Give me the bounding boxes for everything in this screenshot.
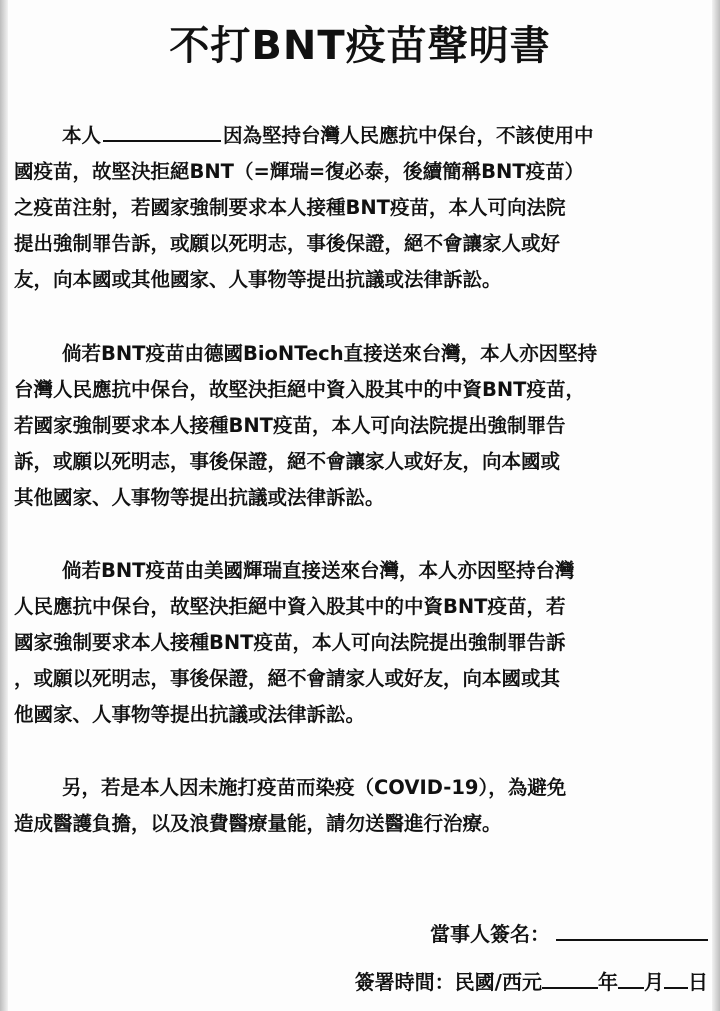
paragraph-line: 若國家強制要求本人接種BNT疫苗，本人可向法院提出強制罪告 bbox=[14, 414, 566, 437]
page-edge-left bbox=[0, 0, 8, 1011]
paragraph-line: 國疫苗，故堅決拒絕BNT（=輝瑞=復必泰，後續簡稱BNT疫苗） bbox=[14, 160, 585, 183]
day-blank-field[interactable] bbox=[664, 967, 688, 989]
paragraph-line: 之疫苗注射，若國家強制要求本人接種BNT疫苗，本人可向法院 bbox=[14, 196, 566, 219]
paragraph-biontech bbox=[14, 336, 706, 516]
paragraph-line: 另，若是本人因未施打疫苗而染疫（COVID-19），為避免 bbox=[62, 776, 567, 799]
date-row bbox=[355, 966, 708, 998]
paragraph-line: 提出強制罪告訴，或願以死明志，事後保證，絕不會讓家人或好 bbox=[14, 232, 561, 255]
document-title: 不打BNT疫苗聲明書 bbox=[169, 23, 551, 69]
paragraph-line: 倘若BNT疫苗由美國輝瑞直接送來台灣，本人亦因堅持台灣 bbox=[62, 559, 575, 582]
signature-blank-field[interactable] bbox=[556, 919, 708, 941]
date-label: 簽署時間：民國/西元 bbox=[354, 970, 542, 994]
paragraph-line: 倘若BNT疫苗由德國BioNTech直接送來台灣，本人亦因堅持 bbox=[62, 342, 598, 365]
year-blank-field[interactable] bbox=[542, 967, 598, 989]
name-blank-field[interactable] bbox=[103, 122, 221, 142]
paragraph-line: 造成醫護負擔，以及浪費醫療量能，請勿送醫進行治療。 bbox=[14, 812, 502, 835]
paragraph-refusal bbox=[14, 118, 706, 298]
paragraph-line: ，或願以死明志，事後保證，絕不會請家人或好友，向本國或其 bbox=[14, 667, 561, 690]
paragraph-line: 台灣人民應抗中保台，故堅決拒絕中資入股其中的中資BNT疫苗， bbox=[14, 378, 585, 401]
paragraph-text: 因為堅持台灣人民應抗中保台，不該使用中 bbox=[223, 124, 594, 147]
paragraph-line: 國家強制要求本人接種BNT疫苗，本人可向法院提出強制罪告訴 bbox=[14, 631, 566, 654]
day-unit: 日 bbox=[688, 970, 708, 994]
month-unit: 月 bbox=[644, 970, 664, 994]
paragraph-line: 友，向本國或其他國家、人事物等提出抗議或法律訴訟。 bbox=[14, 268, 502, 291]
page-edge-right bbox=[712, 0, 720, 1011]
name-prefix: 本人 bbox=[62, 124, 102, 147]
month-blank-field[interactable] bbox=[618, 967, 644, 989]
year-unit: 年 bbox=[598, 970, 618, 994]
paragraph-line: 訴，或願以死明志，事後保證，絕不會讓家人或好友，向本國或 bbox=[14, 450, 561, 473]
signature-label: 當事人簽名： bbox=[430, 922, 550, 946]
signature-row bbox=[430, 918, 708, 950]
paragraph-treatment bbox=[14, 770, 706, 842]
paragraph-line: 他國家、人事物等提出抗議或法律訴訟。 bbox=[14, 703, 366, 726]
paragraph-pfizer bbox=[14, 553, 706, 733]
paragraph-line: 人民應抗中保台，故堅決拒絕中資入股其中的中資BNT疫苗，若 bbox=[14, 595, 566, 618]
paragraph-line bbox=[14, 118, 706, 154]
paragraph-line: 其他國家、人事物等提出抗議或法律訴訟。 bbox=[14, 486, 385, 509]
